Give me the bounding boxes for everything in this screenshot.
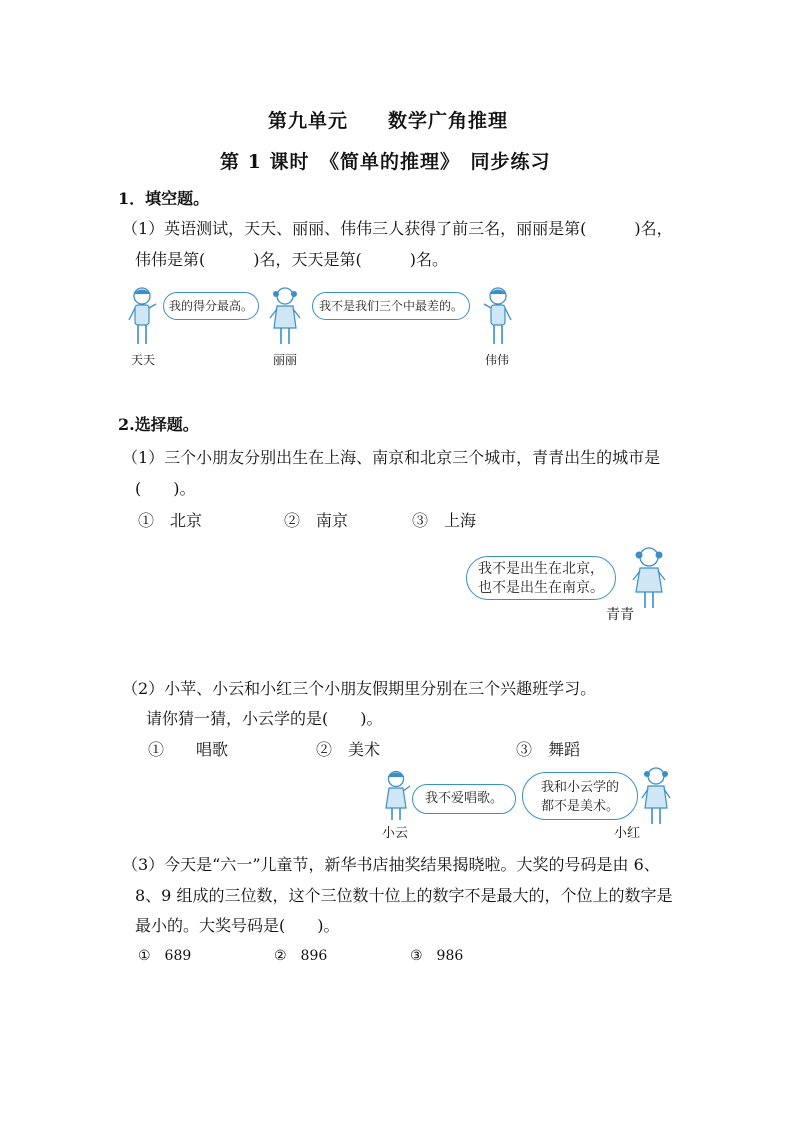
q3-option-1: ① 689 — [138, 948, 192, 964]
weiwei-name: 伟伟 — [485, 353, 510, 367]
xiaohong-speech-bubble — [522, 772, 638, 820]
section1-q1-line1: （1）英语测试，天天、丽丽、伟伟三人获得了前三名，丽丽是第( )名， — [122, 219, 673, 238]
girl-xiaohong-illustration — [640, 766, 672, 828]
xiaoyun-speech-bubble — [412, 784, 516, 814]
qingqing-speech-line1: 我不是出生在北京， — [478, 561, 604, 577]
section2-q3-line1: （3）今天是“六一”儿童节，新华书店抽奖结果揭晓啦。大奖的号码是由 6、 — [122, 855, 660, 874]
girl-xiaoyun-illustration — [380, 770, 412, 822]
section2-q2-line2: 请你猜一猜，小云学的是( )。 — [146, 709, 383, 728]
qingqing-name: 青青 — [606, 607, 634, 623]
section2-q3-line3: 最小的。大奖号码是( )。 — [135, 916, 340, 935]
tiantian-name: 天天 — [131, 353, 156, 367]
xiaoyun-speech-text: 我不爱唱歌。 — [424, 791, 503, 806]
section1-heading: 1．填空题。 — [118, 189, 210, 208]
q2-option-3: ③ 舞蹈 — [516, 740, 581, 759]
xiaoyun-name: 小云 — [382, 826, 409, 841]
boy-weiwei-illustration — [482, 286, 514, 348]
tiantian-speech-text: 我的得分最高。 — [168, 299, 253, 313]
weiwei-speech-text: 我不是我们三个中最差的。 — [318, 299, 463, 313]
q3-option-2: ② 896 — [274, 948, 328, 964]
qingqing-speech-line2: 也不是出生在南京。 — [478, 580, 604, 596]
qingqing-speech-bubble — [466, 556, 616, 600]
q1-option-3: ③ 上海 — [412, 511, 477, 530]
q2-option-1: ① 唱歌 — [148, 740, 229, 759]
weiwei-speech-bubble — [312, 292, 470, 320]
q3-option-3: ③ 986 — [410, 948, 464, 964]
section2-q2-line1: （2）小苹、小云和小红三个小朋友假期里分别在三个兴趣班学习。 — [122, 679, 597, 698]
section2-q1-line1: （1）三个小朋友分别出生在上海、南京和北京三个城市，青青出生的城市是 — [122, 448, 661, 467]
girl-lili-illustration — [268, 286, 302, 348]
xiaohong-name: 小红 — [614, 826, 641, 841]
section2-heading: 2.选择题。 — [118, 415, 199, 434]
lesson-title: 第 1 课时 《简单的推理》 同步练习 — [220, 151, 551, 173]
section2-q1-line2: ( )。 — [135, 479, 196, 498]
lili-name: 丽丽 — [273, 353, 298, 367]
tiantian-speech-bubble — [163, 292, 259, 320]
girl-qingqing-illustration — [630, 546, 668, 612]
xiaohong-speech-line1: 我和小云学的 — [540, 780, 619, 795]
xiaohong-speech-line2: 都不是美术。 — [540, 799, 619, 814]
unit-title: 第九单元 数学广角推理 — [268, 110, 509, 132]
section2-q3-line2: 8、9 组成的三位数，这个三位数十位上的数字不是最大的，个位上的数字是 — [135, 886, 673, 905]
q2-option-2: ② 美术 — [316, 740, 381, 759]
q1-option-2: ② 南京 — [284, 511, 349, 530]
section1-q1-line2: 伟伟是第( )名，天天是第( )名。 — [135, 250, 448, 269]
q1-option-1: ① 北京 — [138, 511, 203, 530]
boy-tiantian-illustration — [126, 286, 158, 348]
